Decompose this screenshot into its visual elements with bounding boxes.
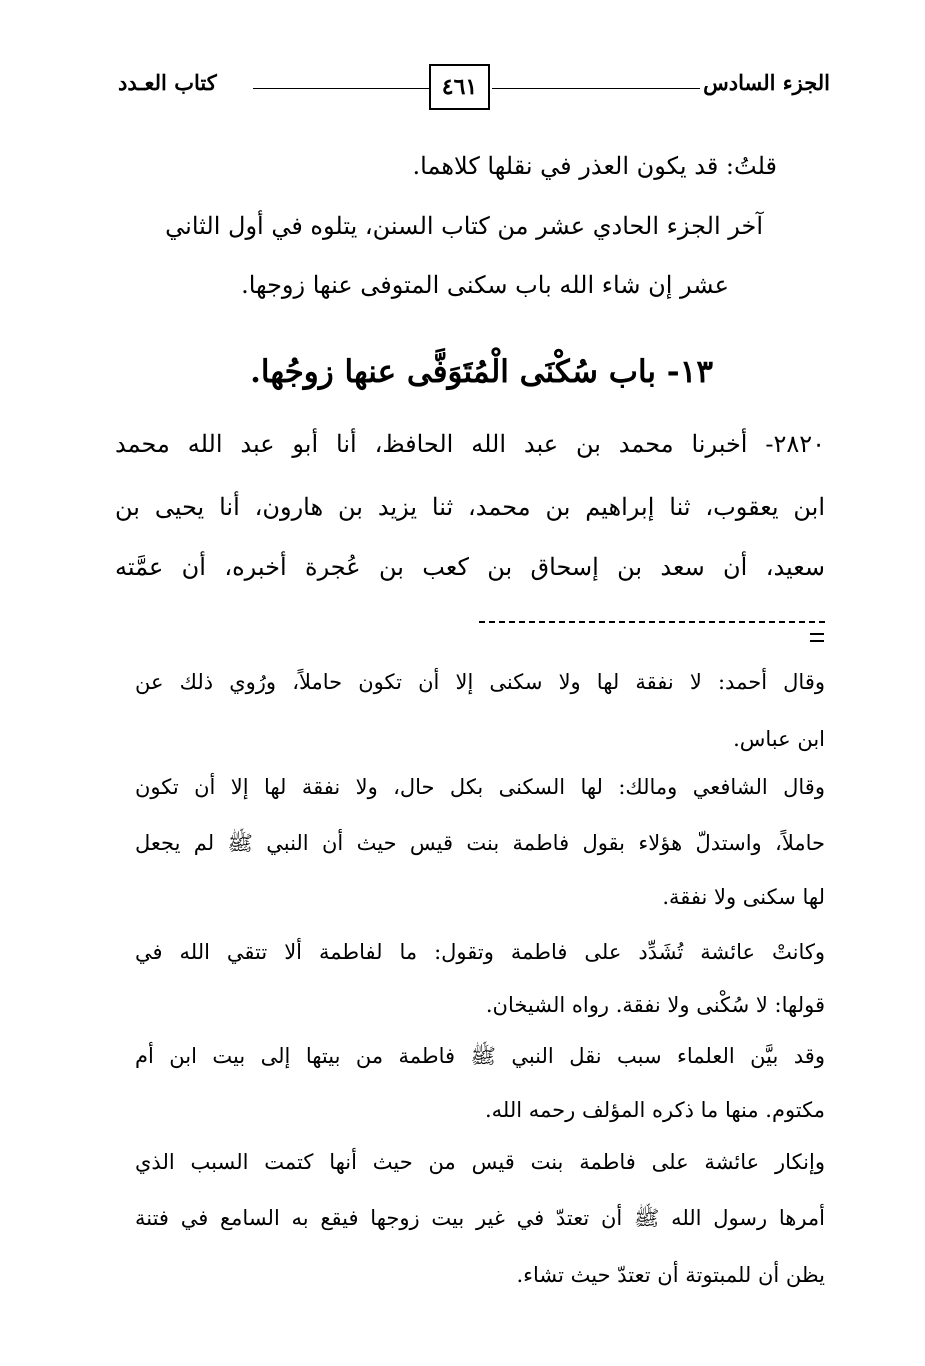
- footnote-line-12: يظن أن للمبتوتة أن تعتدّ حيث تشاء.: [516, 1263, 825, 1287]
- hadith-line-1: ٢٨٢٠- أخبرنا محمد بن عبد الله الحافظ، أنا أبو عبد الله محمد: [115, 430, 825, 458]
- header-rule-right: [492, 88, 700, 89]
- main-line-2: آخر الجزء الحادي عشر من كتاب السنن، يتلوه في أول الثاني: [165, 212, 763, 240]
- footnote-line-1: وقال أحمد: لا نفقة لها ولا سكنى إلا أن تكون حاملاً، ورُوي ذلك عن: [135, 670, 825, 694]
- footnote-line-6: وكانتْ عائشة تُشَدِّد على فاطمة وتقول: ما لفاطمة ألا تتقي الله في: [135, 940, 825, 964]
- footnote-line-9: مكتوم. منها ما ذكره المؤلف رحمه الله.: [484, 1098, 825, 1122]
- main-line-3: عشر إن شاء الله باب سكنى المتوفى عنها زوجها.: [241, 271, 729, 299]
- footnote-line-7: قولها: لا سُكْنى ولا نفقة. رواه الشيخان.: [485, 993, 825, 1017]
- footnote-line-10: وإنكار عائشة على فاطمة بنت قيس من حيث أنها كتمت السبب الذي: [135, 1150, 825, 1174]
- running-header: [118, 64, 830, 116]
- page-number: ٤٦١: [429, 64, 490, 110]
- header-rule-left: [253, 88, 429, 89]
- main-line-1: قلتُ: قد يكون العذر في نقلها كلاهما.: [412, 152, 777, 180]
- footnote-line-4: حاملاً، واستدلّ هؤلاء بقول فاطمة بنت قيس حيث أن النبي ﷺ لم يجعل: [135, 831, 825, 855]
- footnote-line-2: ابن عباس.: [733, 727, 825, 751]
- footnote-separator: [479, 621, 825, 623]
- book-label: كتاب العـدد: [118, 70, 217, 95]
- hadith-line-2: ابن يعقوب، ثنا إبراهيم بن محمد، ثنا يزيد بن هارون، أنا يحيى بن: [115, 493, 825, 521]
- volume-label: الجزء السادس: [703, 70, 830, 95]
- footnote-marker: [810, 633, 824, 642]
- footnote-line-8: وقد بيَّن العلماء سبب نقل النبي ﷺ فاطمة من بيتها إلى بيت ابن أم: [135, 1044, 825, 1068]
- footnote-line-5: لها سكنى ولا نفقة.: [662, 885, 825, 909]
- hadith-line-3: سعيد، أن سعد بن إسحاق بن كعب بن عُجرة أخبره، أن عمَّته: [115, 553, 825, 581]
- footnote-line-11: أمرها رسول الله ﷺ أن تعتدّ في غير بيت زوجها فيقع به السامع في فتنة: [135, 1206, 825, 1230]
- chapter-title: ١٣- باب سُكْنَى الْمُتَوَفَّى عنها زوجُها.: [250, 354, 713, 390]
- footnote-line-3: وقال الشافعي ومالك: لها السكنى بكل حال، ولا نفقة لها إلا أن تكون: [135, 775, 825, 799]
